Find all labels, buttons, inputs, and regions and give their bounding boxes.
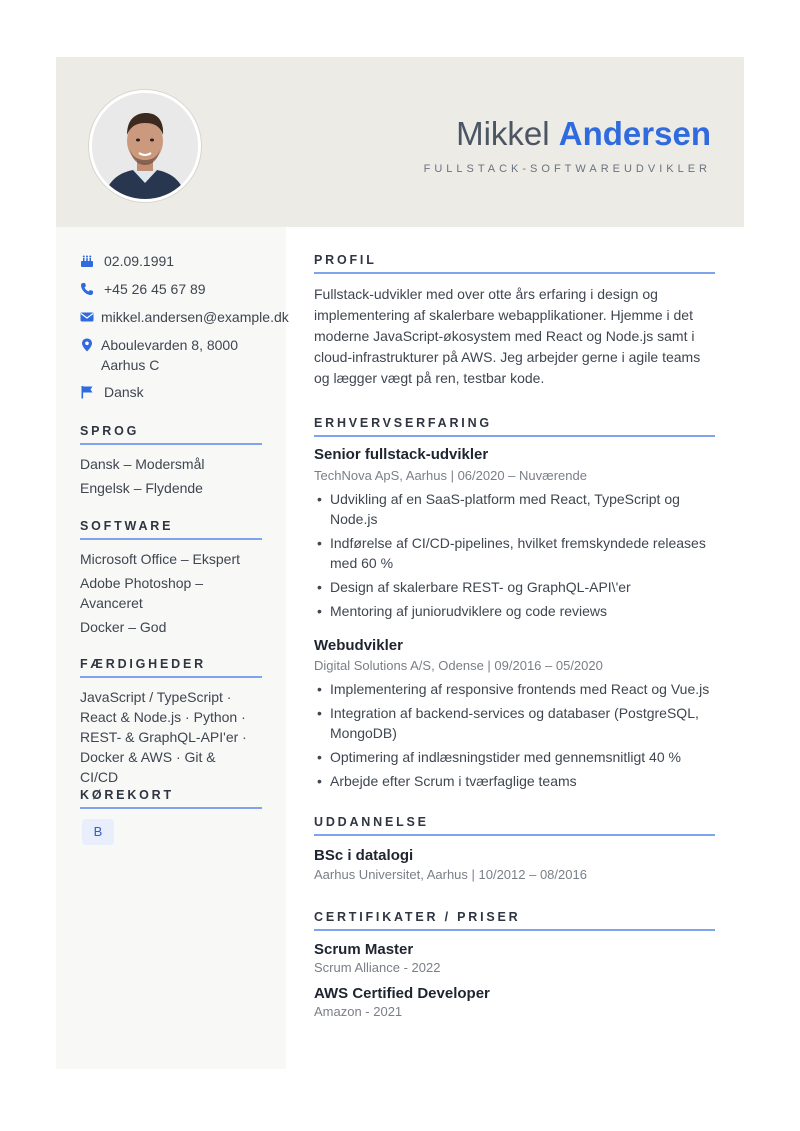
job-bullet: • Mentoring af juniorudviklere og code reviews (314, 601, 715, 621)
cake-icon (80, 254, 94, 268)
phone-icon (80, 282, 94, 296)
full-name (456, 115, 711, 153)
address-line1: Aboulevarden 8, 8000 (101, 337, 238, 353)
birthday-text: 02.09.1991 (104, 253, 175, 269)
job-bullet: • Optimering af indlæsningstider med gennemsnitligt 40 % (314, 747, 715, 767)
flag-icon (80, 385, 94, 399)
software-item: Adobe Photoshop – Avanceret (80, 575, 203, 611)
sidebar (56, 227, 289, 1069)
location-pin-icon (80, 338, 94, 352)
job-title-heading: FULLSTACK-SOFTWAREUDVIKLER (423, 163, 711, 175)
certificate-name: AWS Certified Developer (314, 985, 490, 1002)
job-meta: Digital Solutions A/S, Odense | 09/2016 – 05/2020 (314, 658, 603, 673)
education-heading: UDDANNELSE (314, 815, 715, 836)
job-bullet: • Indførelse af CI/CD-pipelines, hvilket fremskyndede releases med 60 % (314, 533, 710, 573)
profile-text: Fullstack-udvikler med over otte års erfaring i design og implementering af skalerbare webapplikationer. Hjemme i det moderne JavaScript-økosystem med React og Node.js samt i cloud-infrastrukturer på AWS. Jeg arbejder gerne i agile teams og lægger vægt på ren, testbar kode. (314, 286, 701, 386)
skills-text: JavaScript / TypeScript · React & Node.js · Python · REST- & GraphQL-API'er · Docker & AWS · Git & CI/CD (80, 689, 247, 785)
software-item: Docker – God (80, 619, 167, 635)
phone-text: +45 26 45 67 89 (104, 281, 206, 297)
job-bullet: • Integration af backend-services og databaser (PostgreSQL, MongoDB) (314, 703, 710, 743)
last-name: Andersen (558, 115, 711, 152)
nationality-text: Dansk (104, 384, 144, 400)
certificate-name: Scrum Master (314, 941, 414, 958)
first-name: Mikkel (456, 115, 550, 152)
language-item: Dansk – Modersmål (80, 456, 205, 472)
profile-heading: PROFIL (314, 253, 715, 274)
job-bullets (314, 679, 715, 795)
job-title: Webudvikler (314, 637, 403, 654)
certificates-heading: CERTIFIKATER / PRISER (314, 910, 715, 931)
certificate-meta: Scrum Alliance - 2022 (314, 960, 441, 975)
software-item: Microsoft Office – Ekspert (80, 551, 241, 567)
email-text: mikkel.andersen@example.dk (101, 309, 289, 325)
certificate-meta: Amazon - 2021 (314, 1004, 403, 1019)
envelope-icon (80, 310, 94, 324)
job-bullet: • Implementering af responsive frontends med React og Vue.js (314, 679, 715, 699)
job-bullet: • Arbejde efter Scrum i tværfaglige teams (314, 771, 715, 791)
profile-photo (89, 90, 201, 202)
job-meta: TechNova ApS, Aarhus | 06/2020 – Nuværende (314, 468, 587, 483)
experience-heading: ERHVERVSERFARING (314, 416, 715, 437)
languages-heading: SPROG (80, 424, 262, 445)
job-bullets (314, 489, 715, 625)
job-bullet: • Udvikling af en SaaS-platform med React, TypeScript og Node.js (314, 489, 690, 529)
license-badge: B (82, 819, 114, 845)
skills-heading: FÆRDIGHEDER (80, 657, 262, 678)
language-item: Engelsk – Flydende (80, 480, 203, 496)
software-heading: SOFTWARE (80, 519, 262, 540)
resume-page (56, 57, 744, 1069)
job-bullet: • Design af skalerbare REST- og GraphQL-API\'er (314, 577, 715, 597)
resume-header (56, 57, 744, 227)
person-photo-illustration (92, 93, 198, 199)
education-degree: BSc i datalogi (314, 847, 414, 864)
education-meta: Aarhus Universitet, Aarhus | 10/2012 – 08/2016 (314, 867, 587, 882)
address-line2: Aarhus C (101, 357, 160, 373)
job-title: Senior fullstack-udvikler (314, 446, 489, 463)
license-heading: KØREKORT (80, 788, 262, 809)
